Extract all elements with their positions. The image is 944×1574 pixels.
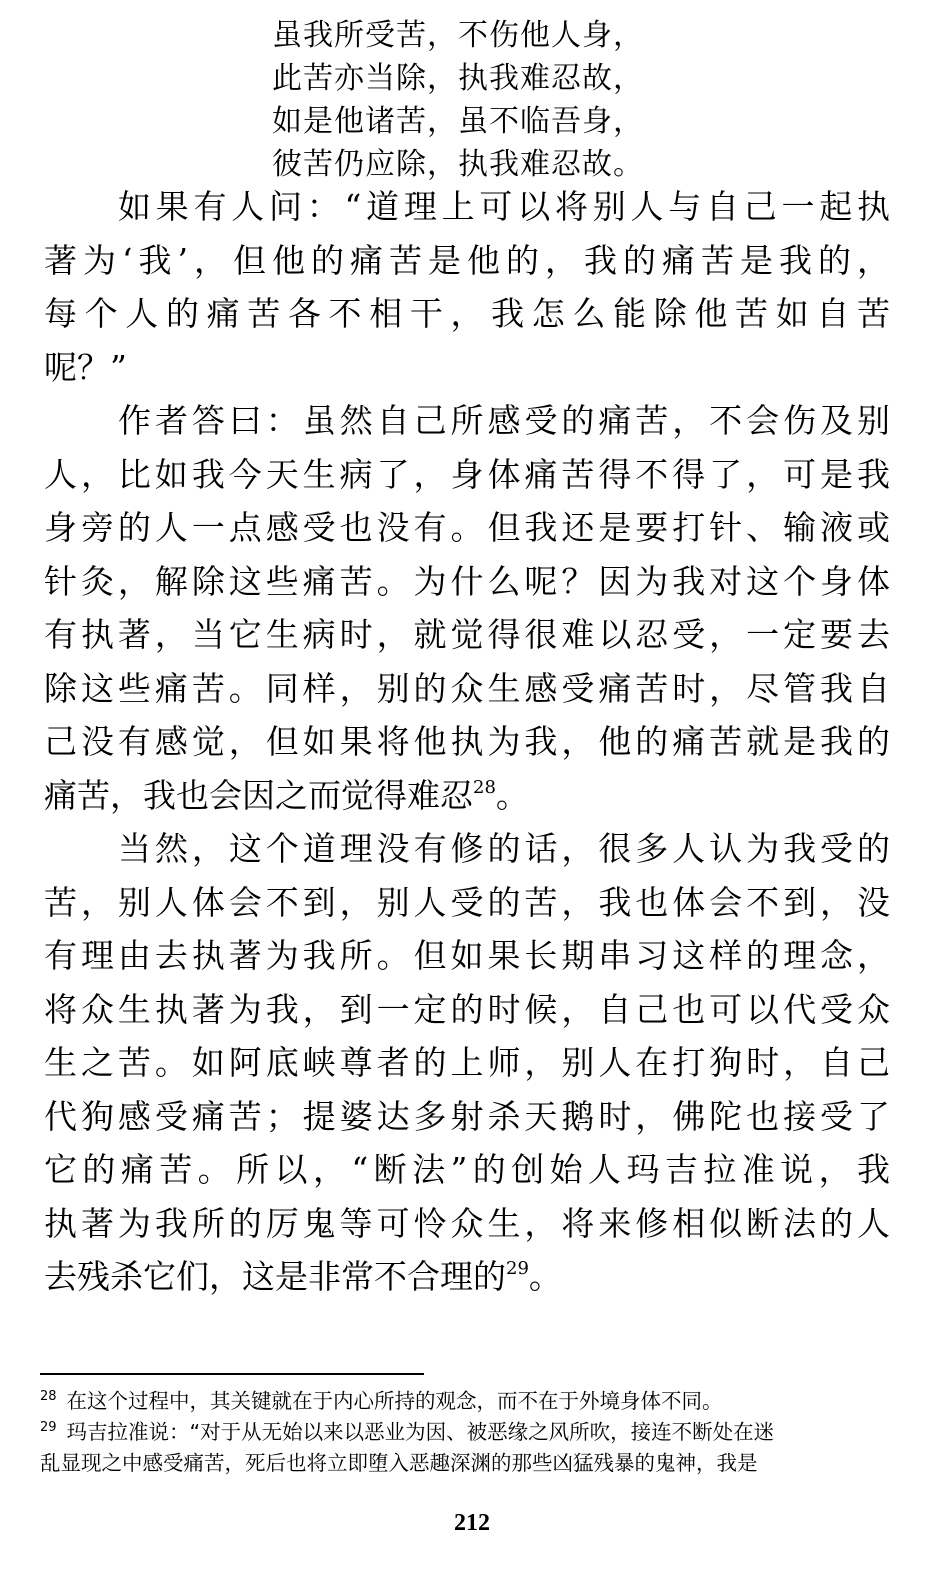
page-number: 212 [454,1510,490,1536]
text-line: 人，比如我今天生病了，身体痛苦得不得了，可是我 [44,454,890,494]
text-line: 有理由去执著为我所。但如果长期串习这样的理念， [44,936,890,975]
text-line: 如果有人问：“道理上可以将别人与自己一起执 [118,187,890,226]
text-line: 执著为我所的厉鬼等可怜众生，将来修相似断法的人 [44,1203,890,1243]
footnote-text: 在这个过程中，其关键就在于内心所持的观念，而不在于外境身体不同。 [66,1389,723,1413]
text-line: 除这些痛苦。同样，别的众生感受痛苦时，尽管我自 [44,668,890,708]
verse-line: 此苦亦当除，执我难忍故， [272,61,644,96]
text-line: 有执著，当它生病时，就觉得很难以忍受，一定要去 [44,615,890,654]
text-line: 每个人的痛苦各不相干，我怎么能除他苦如自苦 [44,294,890,333]
footnote-mark: 29 [40,1420,57,1435]
footnote-28 [40,1386,886,1417]
text-line: 生之苦。如阿底峡尊者的上师，别人在打狗时，自己 [44,1043,890,1082]
verse-line: 彼苦仍应除，执我难忍故。 [272,147,644,182]
footnote-ref-28[interactable]: 28 [473,776,496,798]
footnote-29 [40,1417,886,1448]
text-line-last [44,1250,890,1304]
paragraph-question [44,180,890,394]
text-line: 苦，别人体会不到，别人受的苦，我也体会不到，没 [44,882,890,922]
text-line: 己没有感觉，但如果将他执为我，他的痛苦就是我的 [44,722,890,761]
paragraph-answer [44,394,890,822]
end-punctuation: 。 [495,775,529,815]
footnote-text: 玛吉拉准说：“对于从无始以来以恶业为因、被恶缘之风所吹，接连不断处在迷 [66,1420,775,1444]
footnotes [40,1386,886,1479]
text-line: 代狗感受痛苦；提婆达多射杀天鹅时，佛陀也接受了 [44,1096,890,1136]
text-line: 去残杀它们，这是非常不合理的 [44,1257,506,1296]
text-line: 痛苦，我也会因之而觉得难忍 [44,775,473,815]
body-text [44,180,890,1304]
verse-block [272,14,692,186]
paragraph-explanation [44,822,890,1304]
text-line: 著为‘我’，但他的痛苦是他的，我的痛苦是我的， [44,240,890,280]
text-line: 作者答曰：虽然自己所感受的痛苦，不会伤及别 [118,401,890,440]
text-line: 当然，这个道理没有修的话，很多人认为我受的 [118,829,890,868]
text-line: 针灸，解除这些痛苦。为什么呢？因为我对这个身体 [44,561,890,601]
end-punctuation: 。 [528,1257,562,1296]
verse-line: 虽我所受苦，不伤他人身， [272,18,644,53]
footnote-separator [40,1373,424,1375]
text-line-last [44,769,890,823]
footnote-ref-29[interactable]: 29 [506,1258,529,1279]
footnote-29-cont [40,1448,886,1479]
footnote-mark: 28 [40,1389,57,1404]
text-line: 呢？” [44,347,127,387]
verse-line: 如是他诸苦，虽不临吾身， [272,104,644,139]
footnote-text: 乱显现之中感受痛苦，死后也将立即堕入恶趣深渊的那些凶猛残暴的鬼神，我是 [40,1451,758,1475]
text-line: 它的痛苦。所以，“断法”的创始人玛吉拉准说，我 [44,1150,890,1189]
text-line: 将众生执著为我，到一定的时候，自己也可以代受众 [44,989,890,1029]
text-line: 身旁的人一点感受也没有。但我还是要打针、输液或 [44,508,890,547]
